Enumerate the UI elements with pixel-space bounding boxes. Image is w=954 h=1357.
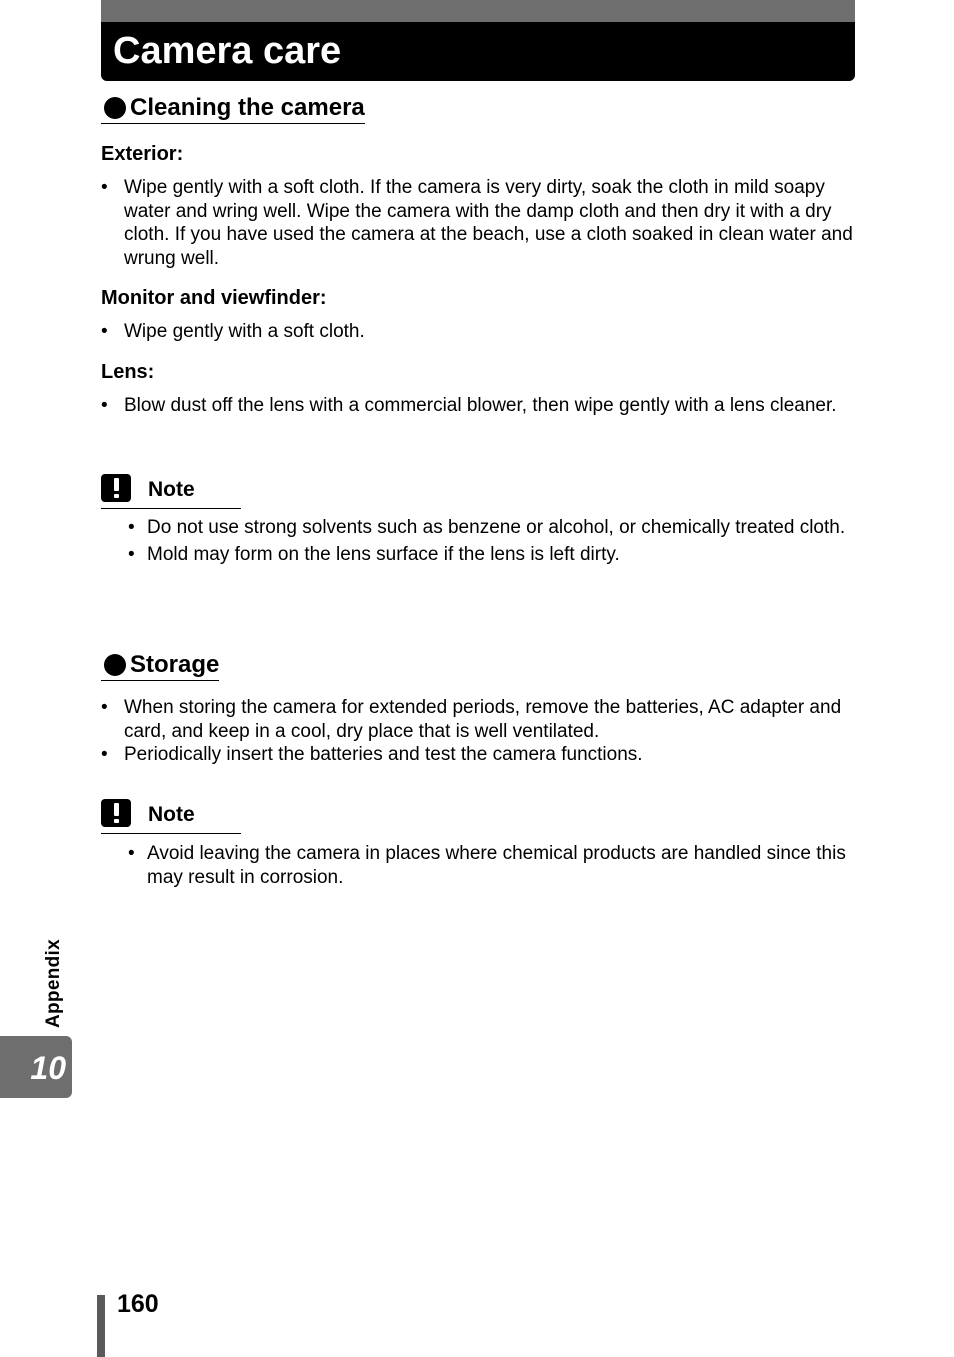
exterior-list: [101, 176, 854, 270]
bullet: •: [128, 543, 135, 565]
list-item-text: Wipe gently with a soft cloth.: [124, 321, 365, 342]
chapter-tab: [0, 1036, 72, 1098]
list-item: [101, 176, 854, 270]
section-title: Cleaning the camera: [130, 94, 365, 121]
side-tab-text: Appendix: [43, 939, 64, 1028]
note-label: Note: [148, 803, 195, 826]
list-item-text: Do not use strong solvents such as benzene or alcohol, or chemically treated cloth.: [147, 517, 846, 538]
filled-circle-icon: [104, 654, 126, 676]
note-list-storage: [124, 842, 854, 892]
bullet: •: [101, 395, 108, 416]
bullet: •: [101, 177, 108, 198]
list-item-text: Avoid leaving the camera in places where chemical products are handled since this may result in corrosion.: [147, 843, 846, 888]
page-number: 160: [117, 1290, 159, 1318]
note-header-cleaning: [101, 474, 241, 509]
list-item: [101, 394, 854, 418]
list-item-text: Wipe gently with a soft cloth. If the camera is very dirty, soak the cloth in mild soapy water and wring well. Wipe the camera with the damp cloth and then dry it with a dry cloth. If you have used the camera at the beach, use a cloth soaked in clean water and wrung well.: [124, 177, 853, 269]
page-number-bar: [97, 1295, 105, 1357]
section-heading-cleaning: [101, 93, 365, 124]
title-bar: [101, 22, 855, 81]
bullet: •: [101, 697, 108, 718]
lens-list: [101, 394, 854, 418]
list-item-text: Periodically insert the batteries and test the camera functions.: [124, 744, 643, 765]
list-item: [124, 516, 854, 540]
exclamation-icon: [101, 474, 131, 502]
exclamation-icon: [101, 799, 131, 827]
bullet: •: [101, 744, 108, 765]
note-label: Note: [148, 478, 195, 501]
monitor-heading: Monitor and viewfinder:: [101, 287, 327, 309]
filled-circle-icon: [104, 97, 126, 119]
exterior-heading: Exterior:: [101, 143, 184, 165]
list-item-text: Mold may form on the lens surface if the lens is left dirty.: [147, 543, 620, 565]
list-item: [101, 696, 854, 743]
list-item-text: When storing the camera for extended periods, remove the batteries, AC adapter and card, and keep in a cool, dry place that is well ventilated.: [124, 697, 842, 742]
list-item: [101, 743, 854, 767]
storage-list: [101, 696, 854, 767]
list-item: [124, 842, 854, 889]
lens-heading: Lens:: [101, 361, 155, 383]
list-item: [101, 320, 854, 344]
bullet: •: [101, 321, 108, 342]
section-heading-storage: [101, 650, 219, 681]
list-item-text: Blow dust off the lens with a commercial blower, then wipe gently with a lens cleaner.: [124, 395, 837, 416]
page-title: Camera care: [113, 30, 342, 72]
note-list-cleaning: [124, 516, 854, 569]
bullet: •: [128, 517, 135, 538]
note-header-storage: [101, 799, 241, 834]
monitor-list: [101, 320, 854, 344]
title-top-band: [101, 0, 855, 22]
bullet: •: [128, 843, 135, 864]
chapter-number: 10: [30, 1050, 66, 1086]
list-item: [124, 543, 854, 567]
section-title: Storage: [130, 651, 220, 678]
